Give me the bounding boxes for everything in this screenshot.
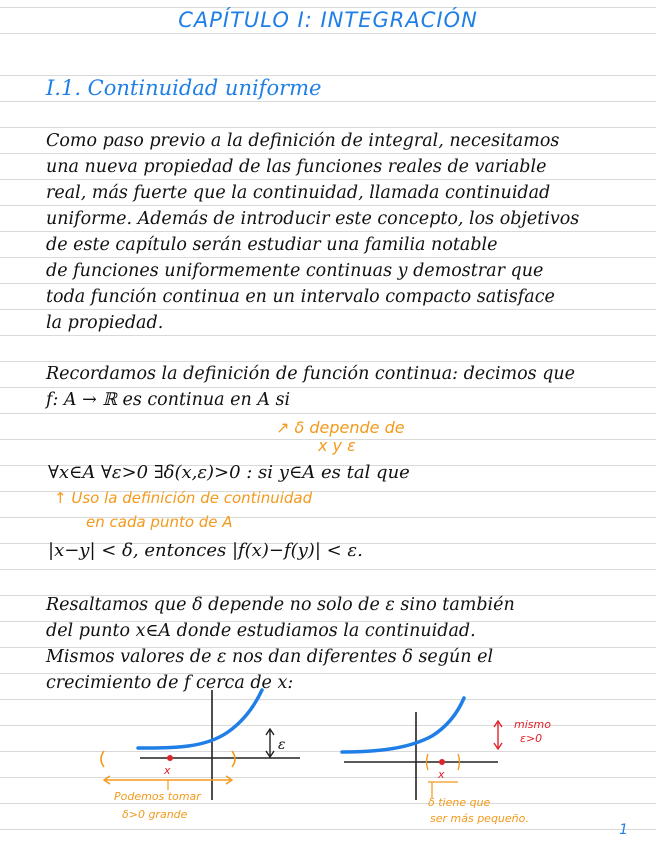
paragraph-line: Recordamos la definición de función continua: decimos que <box>46 364 576 384</box>
annotation-up-arrow-icon: ↑ <box>54 489 72 507</box>
paragraph-line: Mismos valores de ε nos dan diferentes δ según el <box>46 647 494 667</box>
annotation-use-definition-2: en cada punto de A <box>86 513 233 531</box>
right-epsilon-label-2: ε>0 <box>520 732 543 745</box>
paragraph-line: del punto x∈A donde estudiamos la continuidad. <box>46 621 476 641</box>
right-point-x <box>439 759 445 765</box>
right-interval-close <box>458 754 460 770</box>
annotation-use-definition: ↑ Uso la definición de continuidad <box>54 489 313 507</box>
definition-implication: |x−y| < δ, entonces |f(x)−f(y)| < ε. <box>48 540 363 561</box>
paragraph-line: real, más fuerte que la continuidad, llamada continuidad <box>46 183 551 203</box>
left-interval-close <box>232 751 235 767</box>
right-epsilon-label-1: mismo <box>514 718 551 731</box>
right-curve <box>342 698 464 752</box>
left-curve <box>138 690 262 748</box>
left-caption-2: δ>0 grande <box>122 808 188 821</box>
left-point-x <box>167 755 173 761</box>
page-number: 1 <box>619 822 628 838</box>
paragraph-line: de funciones uniformemente continuas y demostrar que <box>46 261 544 281</box>
left-interval-open <box>101 751 104 767</box>
annotation-delta-depends: ↗ δ depende de <box>276 418 405 437</box>
right-point-label: x <box>438 768 445 781</box>
section-heading: I.1. Continuidad uniforme <box>46 76 322 100</box>
paragraph-line: Resaltamos que δ depende no solo de ε sino también <box>46 595 515 615</box>
right-interval-open <box>427 754 429 770</box>
paragraph-line: Como paso previo a la definición de integral, necesitamos <box>46 131 560 151</box>
paragraph-line: toda función continua en un intervalo compacto satisface <box>46 287 555 307</box>
paragraph-line: uniforme. Además de introducir este concepto, los objetivos <box>46 209 580 229</box>
paragraph-line: de este capítulo serán estudiar una familia notable <box>46 235 498 255</box>
annotation-arrow-icon: ↗ <box>276 418 295 437</box>
left-caption-1: Podemos tomar <box>114 790 201 803</box>
definition-quantifiers: ∀x∈A ∀ε>0 ∃δ(x,ε)>0 : si y∈A es tal que <box>48 462 410 483</box>
paragraph-line: la propiedad. <box>46 313 164 333</box>
right-caption-1: δ tiene que <box>428 796 491 809</box>
annotation-delta-depends-2: x y ε <box>318 436 356 455</box>
paragraph-line: f: A → ℝ es continua en A si <box>46 390 291 410</box>
paragraph-line: crecimiento de f cerca de x: <box>46 673 294 693</box>
right-caption-2: ser más pequeño. <box>430 812 529 825</box>
left-point-label: x <box>164 764 171 777</box>
paragraph-line: una nueva propiedad de las funciones reales de variable <box>46 157 547 177</box>
chapter-title: CAPÍTULO I: INTEGRACIÓN <box>178 8 478 32</box>
left-epsilon-label: ε <box>278 737 286 753</box>
